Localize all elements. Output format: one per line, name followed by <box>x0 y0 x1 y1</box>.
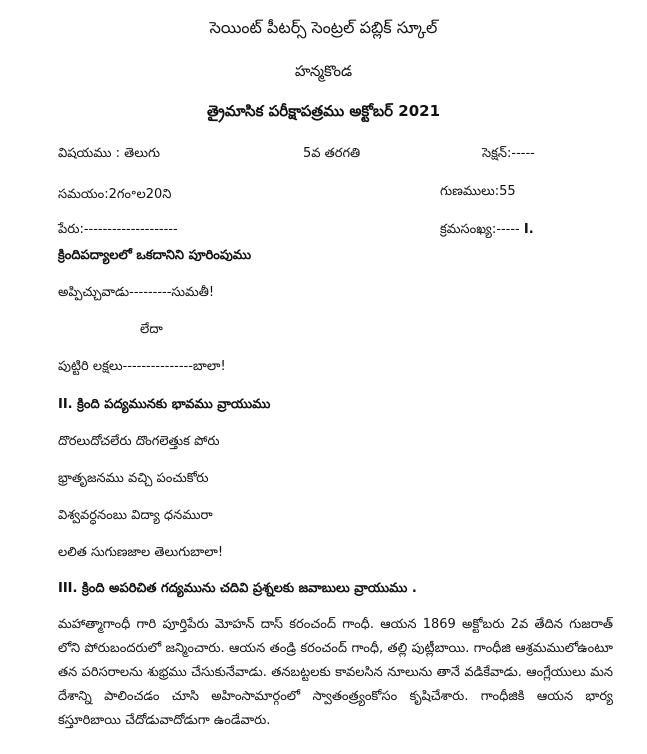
poem-line: విశ్వవర్ధనంబు విద్యా ధనమురా <box>58 508 213 523</box>
marks-label: గుణములు:55 <box>440 184 516 199</box>
roll-number-field <box>440 222 534 240</box>
school-name: సెయింట్ పీటర్స్ సెంట్రల్ పబ్లిక్ స్కూల్ <box>209 18 438 37</box>
poem-line: దొరలుదోచలేరు దొంగలెత్తుక పోరు <box>58 434 220 449</box>
question-one-number: I. <box>523 222 534 237</box>
name-field: పేరు:-------------------- <box>58 222 178 237</box>
poem-line: భ్రాతృజనము వచ్చి పంచుకోరు <box>58 471 209 486</box>
section-field: సెక్షన్:----- <box>482 146 535 161</box>
subject-label: విషయము : తెలుగు <box>58 146 161 161</box>
poem-option-one: అప్పిచ్చువాడు---------సుమతీ! <box>58 285 215 300</box>
poem-line: లలిత సుగుణజాల తెలుగుబాలా! <box>58 545 224 560</box>
poem-option-two: పుట్టిరి లక్షలు---------------బాలా! <box>58 359 226 374</box>
class-label: 5వ తరగతి <box>303 146 361 161</box>
time-label: సమయం:2గం॰ల20ని <box>58 187 172 202</box>
or-label: లేదా <box>140 322 163 337</box>
roll-number-label: క్రమసంఖ్య:----- <box>440 222 520 237</box>
question-two-instruction: II. క్రింది పద్యమునకు భావము వ్రాయుము <box>58 397 271 412</box>
exam-title: త్రైమాసిక పరీక్షాపత్రము అక్టోబర్ 2021 <box>206 102 441 120</box>
question-three-instruction: III. క్రింది అపరిచిత గద్యమును చదివి ప్రశ్నలకు జవాబులు వ్రాయుము . <box>58 581 417 596</box>
school-location: హన్మకొండ <box>294 62 353 80</box>
unseen-passage: మహాత్మాగాంధీ గారి పూర్తిపేరు మోహన్ దాస్ కరంచంద్ గాంధీ. ఆయన 1869 అక్టోబరు 2వ తేదిన గుజరాత్ లోని పోరుబందరులో జన్మించారు. ఆయన తండ్రి కరంచంద్ గాంధీ, తల్లి పుట్లీబాయి. గాంధీజి ఆశ్రమములోఉంటూ తన పరిసరాలను శుభ్రము చేసుకునేవాడు. తనబట్టలకు కావలసిన నూలును తానే వడికేవాడు. ఆంగ్లేయులు మన దేశాన్ని పాలించడం చూసి అహింసామార్గంలో స్వాతంత్ర్యంకోసం కృషిచేశారు. గాంధీజికి ఆయన భార్య కస్తూరిబాయి చేదోడువాదోడుగా ఉండేవారు. <box>58 617 613 728</box>
question-one-instruction: క్రిందిపద్యాలలో ఒకదానిని పూరింపుము <box>58 248 252 263</box>
